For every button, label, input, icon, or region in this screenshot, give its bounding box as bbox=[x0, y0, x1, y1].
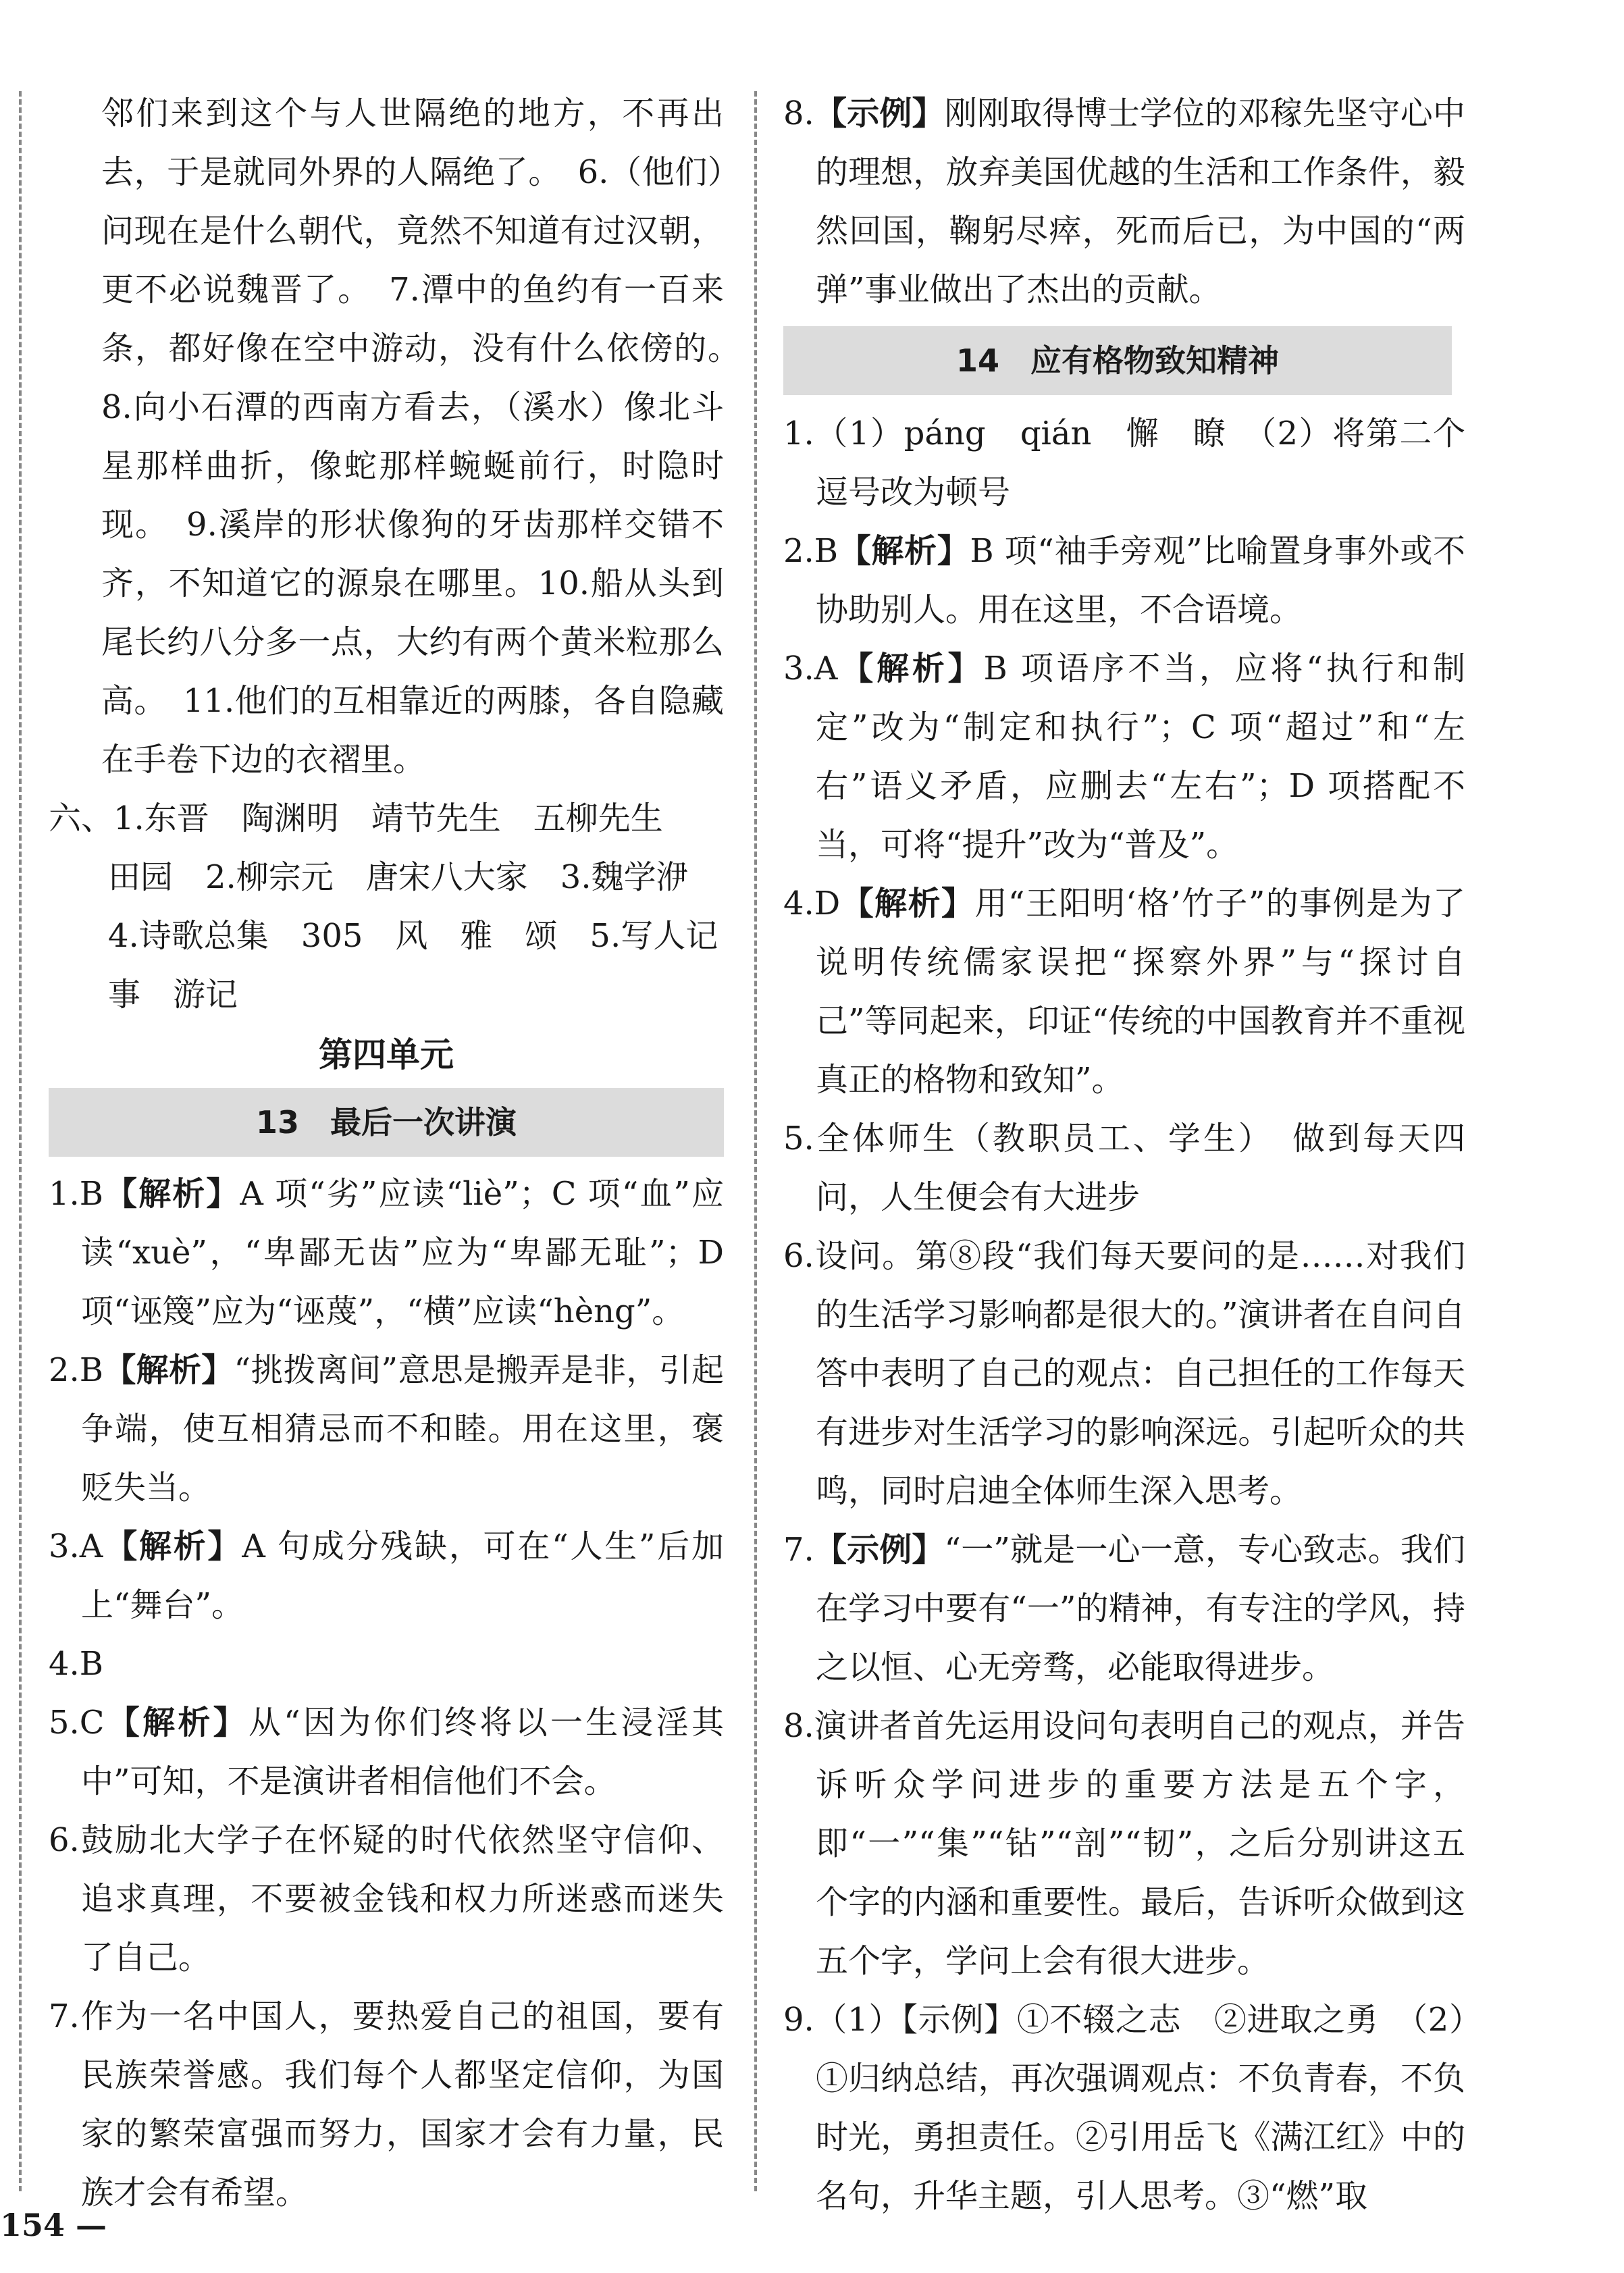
answer-item: 5.C【解析】从“因为你们终将以一生浸淫其中”可知，不是演讲者相信他们不会。 bbox=[49, 1704, 724, 1800]
column-divider bbox=[754, 91, 757, 2191]
section-six-answers: 六、1.东晋 陶渊明 靖节先生 五柳先生 田园 2.柳宗元 唐宋八大家 3.魏学洢 4.诗歌总集 305 风 雅 颂 5.写人记事 游记 bbox=[49, 800, 721, 1014]
answer-item: 8.演讲者首先运用设问句表明自己的观点，并告诉听众学问进步的重要方法是五个字，即“一”“集”“钻”“剖”“韧”，之后分别讲这五个字的内涵和重要性。最后，告诉听众做到这五个字，学问上会有很大进步。 bbox=[783, 1707, 1465, 1980]
answer-item: 7.作为一名中国人，要热爱自己的祖国，要有民族荣誉感。我们每个人都坚定信仰，为国家的繁荣富强而努力，国家才会有力量，民族才会有希望。 bbox=[49, 1997, 724, 2212]
continued-answer-text: 邻们来到这个与人世隔绝的地方，不再出去，于是就同外界的人隔绝了。 6.（他们）问现在是什么朝代，竟然不知道有过汉朝，更不必说魏晋了。 7.潭中的鱼约有一百来条，都好像在空中游动，没有什么依傍的。 8.向小石潭的西南方看去，（溪水）像北斗星那样曲折，像蛇那样蜿蜒前行，时隐时现。 9.溪岸的形状像狗的牙齿那样交错不齐，不知道它的源泉在哪里。10.船从头到尾长约八分多一点，大约有两个黄米粒那么高。 11.他们的互相靠近的两膝，各自隐藏在手卷下边的衣褶里。 bbox=[101, 95, 757, 779]
page-number: 154 — bbox=[0, 2207, 107, 2243]
binding-cut-line bbox=[19, 91, 22, 2191]
answer-item: 2.B【解析】“挑拨离间”意思是搬弄是非，引起争端，使互相猜忌而不和睦。用在这里，褒贬失当。 bbox=[49, 1351, 724, 1507]
answer-item: 6.设问。第⑧段“我们每天要问的是……对我们的生活学习影响都是很大的。”演讲者在自问自答中表明了自己的观点：自己担任的工作每天有进步对生活学习的影响深远。引起听众的共鸣，同时启迪全体师生深入思考。 bbox=[783, 1237, 1465, 1510]
left-column bbox=[49, 84, 757, 2222]
answer-item: 4.D【解析】用“王阳明‘格’竹子”的事例是为了说明传统儒家误把“探察外界”与“探讨自己”等同起来，印证“传统的中国教育并不重视真正的格物和致知”。 bbox=[783, 885, 1465, 1099]
answer-item: 3.A【解析】A 句成分残缺，可在“人生”后加上“舞台”。 bbox=[49, 1527, 724, 1624]
answer-item: 4.B bbox=[49, 1645, 104, 1683]
answer-item: 8.【示例】刚刚取得博士学位的邓稼先坚守心中的理想，放弃美国优越的生活和工作条件，毅然回国，鞠躬尽瘁，死而后已，为中国的“两弹”事业做出了杰出的贡献。 bbox=[783, 95, 1465, 309]
answer-item: 3.A【解析】B 项语序不当，应将“执行和制定”改为“制定和执行”；C 项“超过”和“左右”语义矛盾，应删去“左右”；D 项搭配不当，可将“提升”改为“普及”。 bbox=[783, 650, 1465, 864]
answer-item: 7.【示例】“一”就是一心一意，专心致志。我们在学习中要有“一”的精神，有专注的学风，持之以恒、心无旁骛，必能取得进步。 bbox=[783, 1531, 1465, 1686]
answer-item: 5.全体师生（教职员工、学生） 做到每天四问，人生便会有大进步 bbox=[783, 1120, 1465, 1216]
answer-item: 1.B【解析】A 项“劣”应读“liè”；C 项“血”应读“xuè”，“卑鄙无齿”应为“卑鄙无耻”；D 项“诬篾”应为“诬蔑”，“横”应读“hèng”。 bbox=[49, 1175, 724, 1330]
right-column bbox=[783, 84, 1465, 2226]
lesson-13-title: 13 最后一次讲演 bbox=[49, 1088, 724, 1157]
answer-item: 9.（1）【示例】①不辍之志 ②进取之勇 （2）①归纳总结，再次强调观点：不负青春，不负时光，勇担责任。②引用岳飞《满江红》中的名句，升华主题，引人思考。③“燃”取 bbox=[783, 2001, 1465, 2215]
unit-title: 第四单元 bbox=[319, 1035, 454, 1074]
lesson-14-title: 14 应有格物致知精神 bbox=[783, 326, 1452, 395]
answer-item: 1.（1）páng qián 懈 瞭 （2）将第二个逗号改为顿号 bbox=[783, 415, 1465, 511]
answer-item: 6.鼓励北大学子在怀疑的时代依然坚守信仰、追求真理，不要被金钱和权力所迷惑而迷失了自己。 bbox=[49, 1821, 724, 1977]
answer-item: 2.B【解析】B 项“袖手旁观”比喻置身事外或不协助别人。用在这里，不合语境。 bbox=[783, 532, 1465, 629]
